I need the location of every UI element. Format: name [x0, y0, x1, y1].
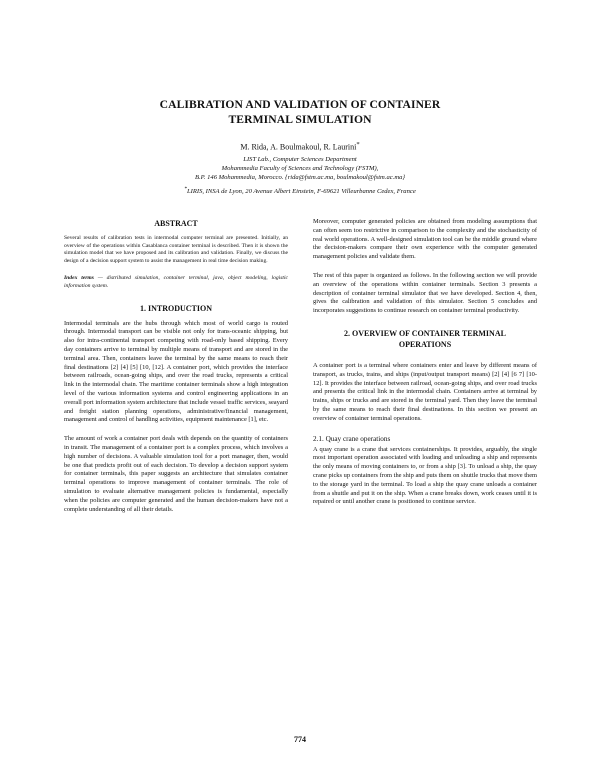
abstract-heading: ABSTRACT [154, 219, 198, 228]
affiliation-line-2: Mohammedia Faculty of Sciences and Technology (FSTM), [221, 165, 379, 172]
index-terms-text: — distributed simulation, container terminal, java, object modeling, logistic information system. [64, 275, 288, 289]
affiliation-line-1: LIST Lab., Computer Sciences Department [243, 156, 357, 163]
abstract-text: Several results of calibration tests in intermodal computer terminal are presented. Initially, an overview of the operations within Casablanca container terminal is described. Then it is shown the simulation model that we have proposed and its calibration and validation. Finally, we discuss the design of a decision support system to assist the management in real time decision making. [64, 235, 288, 264]
index-terms-label: Index terms [64, 275, 94, 282]
left-column [64, 218, 288, 524]
intro-paragraph-1: Intermodal terminals are the hubs through which most of world cargo is routed through. Intermodal transport can be visible not only for trans-oceanic shipping, but also for intra-continental transport competing with road-only based shipping. Every day containers arrive to terminal by multiple means of transport and are stored in the terminal area. Then, containers leave the terminal by the same means to reach their final destinations [2] [4] [5] [10, [12]. A container port, which provides the interface between railroads, ocean-going ships, and over the road trucks, represents a critical link in the intermodal chain. The maritime container terminals show a high integration level of the various information systems and control engineering applications in an overall port information system architecture that include vessel traffic services, seayard and freight station planning operations, administrative/financial management, management and control of handling activities, equipment maintenance [1], etc. [64, 319, 288, 424]
right-paragraph-1: Moreover, computer generated policies are obtained from modeling assumptions that can often seem too restrictive in comparison to the complexity and the stochasticity of real world operations. A well-designed simulation tool can be the middle ground where the decision-makers compare their own experience with the computer generated management policies and validate them. [313, 218, 537, 261]
affiliation-line-3: B.P. 146 Mohammedia, Morocco. {rida@fstm.ac.ma, boulmakoul@fstm.ac.ma} [194, 174, 406, 181]
affiliation-line-4-text: LIRIS, INSA de Lyon, 20 Avenue Albert Einstein, F-69621 Villeurbanne Cedex, France [186, 188, 416, 196]
title-line-1: CALIBRATION AND VALIDATION OF CONTAINER [159, 98, 441, 111]
affiliation-footnote-mark: * [184, 186, 187, 192]
title-line-2: TERMINAL SIMULATION [228, 113, 372, 126]
overview-paragraph: A container port is a terminal where containers enter and leave by different means of transport, as trucks, trains, and ships (input/output transport means) [2] [4] [6 7] [10-12]. It provides the interface between railroad, ocean-going ships, and over road trucks and presents the critical link in the intermodal chain. Containers arrive at terminal by trains, ships or trucks and are stored in the terminal yard. Then they leave the terminal by the same means to reach their final destinations. In this section we present an overview of container terminal operations. [313, 361, 537, 422]
affiliation-line-4 [30, 185, 570, 197]
index-terms [64, 275, 288, 290]
intro-paragraph-2: The amount of work a container port deals with depends on the quantity of containers in transit. The management of a container port is a complex process, which involves a high number of decisions. A valuable simulation tool for a port manager, then, would be one that predicts profit out of each decision. To develop a decision support system for container terminals, this paper suggests an architecture that simulates container terminal operations to improve management of container terminals. The role of simulation to evaluate alternative management policies is fundamental, especially when the policies are computer generated and the human decision-makers have not a complete understanding of all their details. [64, 435, 288, 513]
author-footnote-mark: * [356, 141, 360, 148]
page-number: 774 [294, 735, 306, 744]
section-2-heading-line-2: OPERATIONS [398, 339, 452, 349]
author-list [60, 140, 540, 153]
right-column [313, 218, 537, 517]
author-names: M. Rida, A. Boulmakoul, R. Laurini [240, 142, 357, 152]
section-2-heading [313, 328, 537, 350]
section-1-heading: 1. INTRODUCTION [139, 303, 212, 313]
quay-crane-paragraph: A quay crane is a crane that services containerships. It provides, arguably, the single most important operation associated with loading and unloading a ship and represents the only means of moving containers to, or from a ship [3]. To unload a ship, the quay crane picks up containers from the ship and puts them on shuttle trucks that move them to the storage yard in the terminal. To load a ship the quay crane unloads a container from a shuttle and put it on the ship. When a crane breaks down, work ceases until it is repaired or until another crane is positioned to continue service. [313, 445, 537, 506]
subsection-2-1-heading: 2.1. Quay crane operations [313, 434, 391, 443]
paper-title [60, 97, 540, 127]
right-paragraph-2: The rest of this paper is organized as follows. In the following section we will provide an overview of the operations within container terminals. Section 3 presents a description of container terminal simulator that we have developed. Section 4, then, gives the calibration and validation of this simulator. Section 5 concludes and incorporates suggestions to continue research on container terminal productivity. [313, 271, 537, 315]
section-2-heading-line-1: 2. OVERVIEW OF CONTAINER TERMINAL [344, 328, 506, 338]
